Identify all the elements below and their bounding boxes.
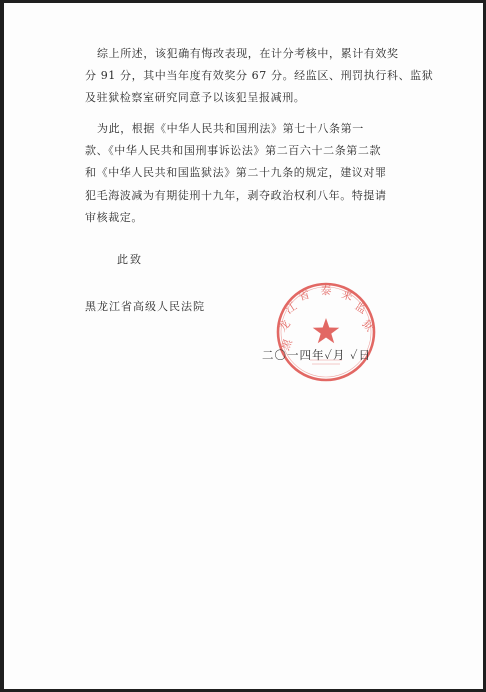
paragraph-2-line-1: 为此，根据《中华人民共和国刑法》第七十八条第一 <box>97 122 364 135</box>
recipient-court: 黑龙江省高级人民法院 <box>85 300 205 313</box>
paragraph-2-line-4: 犯毛海波减为有期徒刑十九年，剥夺政治权利八年。特提请 <box>85 189 387 202</box>
seal-char-5: 泰 <box>320 284 332 297</box>
paragraph-1-line-1: 综上所述，该犯确有悔改表现，在计分考核中，累计有效奖 <box>97 47 399 60</box>
official-seal-stamp <box>274 280 378 384</box>
seal-char-8: 狱 <box>359 317 377 335</box>
paragraph-1-line-3: 及驻狱检察室研究同意予以该犯呈报减刑。 <box>85 91 306 104</box>
seal-char-7: 监 <box>352 299 370 317</box>
seal-char-3: 江 <box>282 299 300 317</box>
seal-char-6: 来 <box>339 287 355 304</box>
seal-star-icon <box>313 318 340 343</box>
official-seal-graphic <box>274 280 378 384</box>
document-date: 二〇一四年✓月 ✓日 <box>262 348 371 362</box>
seal-char-1: 黑 <box>278 337 295 353</box>
seal-char-2: 龙 <box>275 317 293 335</box>
paragraph-2-line-3: 和《中华人民共和国监狱法》第二十九条的规定，建议对罪 <box>85 166 387 179</box>
paragraph-2-line-5: 审核裁定。 <box>85 211 143 224</box>
salutation: 此致 <box>117 253 143 266</box>
paragraph-1-line-2: 分 91 分，其中当年度有效奖分 67 分。经监区、刑罚执行科、监狱 <box>85 69 434 82</box>
seal-char-4: 省 <box>296 287 312 304</box>
paragraph-2-line-2: 款、《中华人民共和国刑事诉讼法》第二百六十二条第二款 <box>85 144 382 157</box>
document-page <box>4 3 483 689</box>
